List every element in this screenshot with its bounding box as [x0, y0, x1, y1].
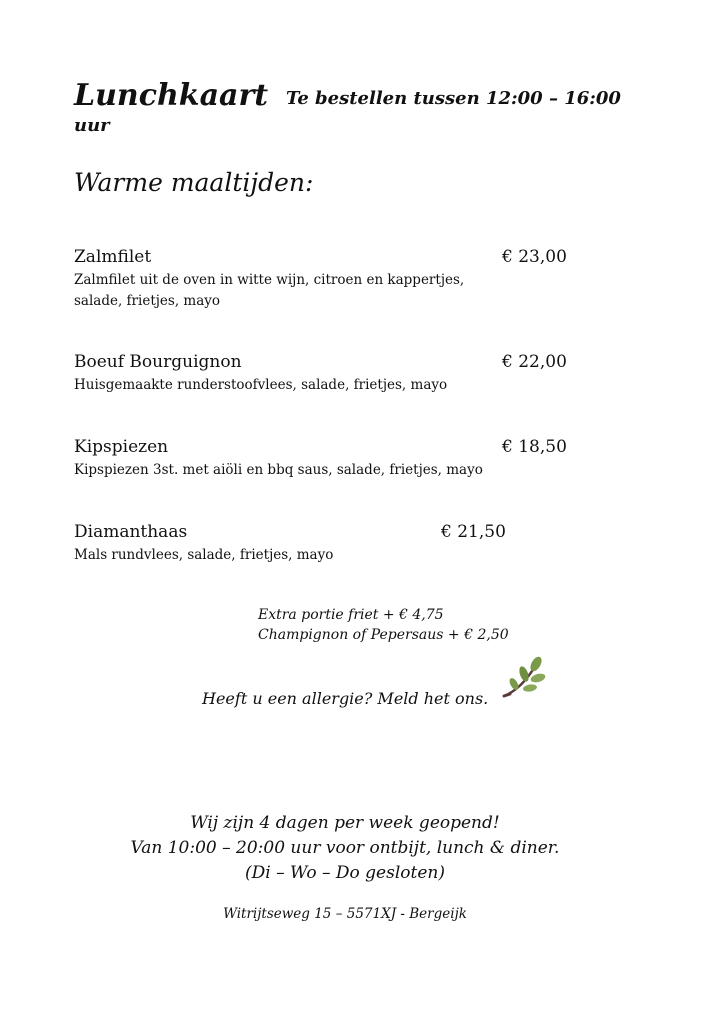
dish-name: Boeuf Bourguignon [74, 352, 242, 372]
dish-name: Zalmfilet [74, 247, 152, 267]
dish-name: Diamanthaas [74, 522, 188, 542]
dish-description: Kipspiezen 3st. met aiöli en bbq saus, salade, frietjes, mayo [74, 462, 483, 478]
extra-fries: Extra portie friet + € 4,75 [258, 607, 444, 623]
opening-days: Wij zijn 4 dagen per week geopend! [190, 813, 500, 833]
leaf-branch-icon [500, 654, 546, 700]
dish-price: € 23,00 [502, 247, 567, 267]
ordering-hours-suffix: uur [74, 115, 110, 136]
closed-days: (Di – Wo – Do gesloten) [245, 863, 445, 883]
dish-description: Zalmfilet uit de oven in witte wijn, citroen en kappertjes, salade, frietjes, mayo [74, 272, 465, 309]
extra-sauce: Champignon of Pepersaus + € 2,50 [258, 627, 509, 643]
dish-price: € 22,00 [502, 352, 567, 372]
dish-name: Kipspiezen [74, 437, 169, 457]
address: Witrijtseweg 15 – 5571XJ - Bergeijk [223, 906, 467, 922]
dish-description: Huisgemaakte runderstoofvlees, salade, frietjes, mayo [74, 377, 448, 393]
dish-price: € 21,50 [441, 522, 506, 542]
dish-price: € 18,50 [502, 437, 567, 457]
section-title: Warme maaltijden: [74, 168, 314, 197]
menu-title: Lunchkaart [74, 78, 269, 113]
allergy-note: Heeft u een allergie? Meld het ons. [202, 689, 489, 708]
dish-description: Mals rundvlees, salade, frietjes, mayo [74, 547, 334, 563]
opening-hours: Van 10:00 – 20:00 uur voor ontbijt, lunch & diner. [130, 838, 560, 858]
ordering-hours: Te bestellen tussen 12:00 – 16:00 [286, 88, 621, 109]
